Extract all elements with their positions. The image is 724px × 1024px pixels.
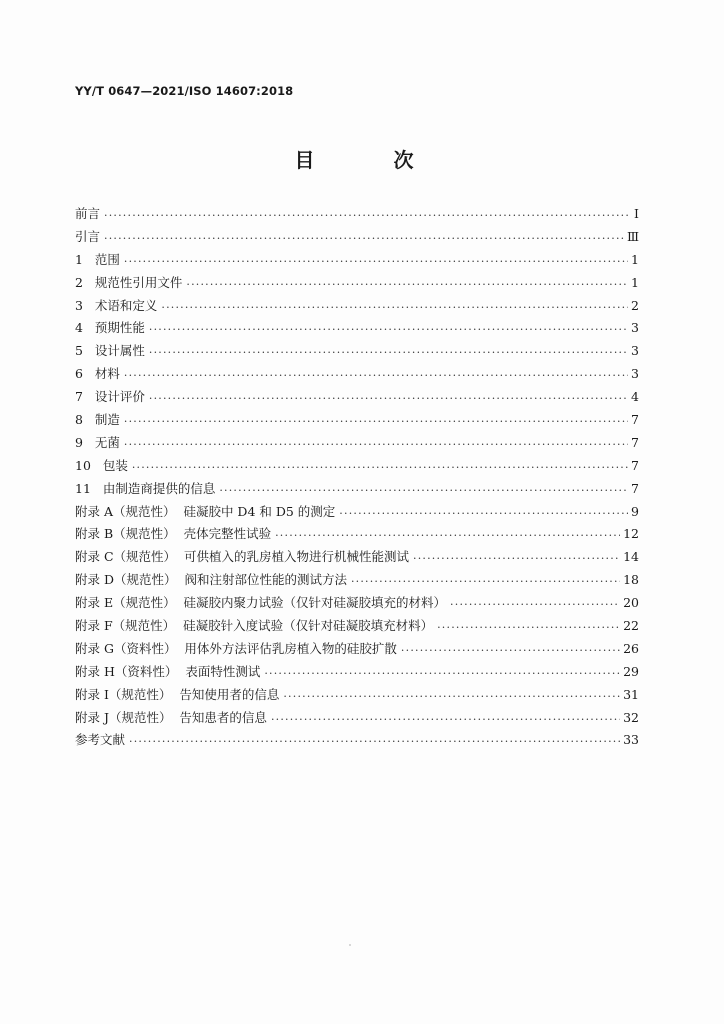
dot-leader xyxy=(186,276,628,289)
toc-entry-label: 9 无菌 xyxy=(75,434,120,450)
toc-entry-annex-a[interactable] xyxy=(75,502,639,525)
toc-entry-label: 附录 I（规范性） 告知使用者的信息 xyxy=(75,686,280,702)
dot-leader xyxy=(104,230,624,243)
page-title: 目 次 xyxy=(294,148,450,172)
toc-entry-label: 附录 E（规范性） 硅凝胶内聚力试验（仅针对硅凝胶填充的材料） xyxy=(75,595,447,611)
dot-leader xyxy=(149,321,628,334)
dot-leader xyxy=(124,367,628,380)
toc-entry-1[interactable] xyxy=(75,250,639,273)
toc-entry-6[interactable] xyxy=(75,364,639,387)
toc-entry-label: 11 由制造商提供的信息 xyxy=(75,480,216,496)
toc-entry-11[interactable] xyxy=(75,479,639,502)
toc-entry-page: 9 xyxy=(631,503,639,519)
toc-entry-label: 前言 xyxy=(75,206,101,221)
toc-entry-annex-i[interactable] xyxy=(75,685,639,708)
toc-entry-4[interactable] xyxy=(75,318,639,341)
toc-entry-label: 8 制造 xyxy=(75,412,120,428)
toc-entry-page: 7 xyxy=(631,412,639,428)
toc-entry-2[interactable] xyxy=(75,273,639,296)
toc-entry-page: 14 xyxy=(623,549,639,565)
toc-entry-label: 10 包装 xyxy=(75,457,128,473)
toc-entry-annex-f[interactable] xyxy=(75,616,639,639)
toc-entry-8[interactable] xyxy=(75,410,639,433)
toc-entry-bibliography[interactable] xyxy=(75,730,639,753)
dot-leader xyxy=(149,390,628,403)
toc-entry-label: 附录 B（规范性） 壳体完整性试验 xyxy=(75,526,272,542)
table-of-contents xyxy=(75,204,639,753)
toc-entry-page: 3 xyxy=(631,343,639,359)
toc-entry-annex-g[interactable] xyxy=(75,639,639,662)
toc-entry-page: 31 xyxy=(623,686,639,702)
toc-entry-label: 附录 A（规范性） 硅凝胶中 D4 和 D5 的测定 xyxy=(75,503,336,519)
toc-entry-page: 18 xyxy=(623,572,639,588)
dot-leader xyxy=(124,413,628,426)
toc-entry-page: 7 xyxy=(631,457,639,473)
dot-leader xyxy=(264,665,620,678)
toc-entry-introduction[interactable] xyxy=(75,227,639,250)
toc-entry-page: Ⅰ xyxy=(634,206,639,221)
toc-entry-page: 33 xyxy=(623,732,639,748)
dot-leader xyxy=(129,733,620,746)
toc-entry-label: 引言 xyxy=(75,228,101,244)
dot-leader xyxy=(104,207,628,220)
toc-entry-3[interactable] xyxy=(75,296,639,319)
toc-entry-label: 附录 D（规范性） 阀和注射部位性能的测试方法 xyxy=(75,572,347,588)
toc-entry-page: Ⅲ xyxy=(626,228,639,244)
toc-entry-label: 附录 F（规范性） 硅凝胶针入度试验（仅针对硅凝胶填充材料） xyxy=(75,618,434,634)
dot-leader xyxy=(161,299,628,312)
dot-leader xyxy=(339,505,628,518)
toc-entry-label: 附录 G（资料性） 用体外方法评估乳房植入物的硅胶扩散 xyxy=(75,640,397,656)
toc-entry-page: 32 xyxy=(623,709,639,725)
dot-leader xyxy=(351,573,620,586)
toc-entry-annex-h[interactable] xyxy=(75,662,639,685)
toc-entry-page: 2 xyxy=(631,297,639,313)
toc-entry-label: 6 材料 xyxy=(75,366,120,382)
toc-entry-label: 2 规范性引用文件 xyxy=(75,274,183,290)
scan-speck xyxy=(349,944,351,946)
toc-entry-page: 29 xyxy=(623,663,639,679)
toc-entry-annex-c[interactable] xyxy=(75,547,639,570)
toc-entry-label: 4 预期性能 xyxy=(75,320,145,336)
toc-entry-annex-b[interactable] xyxy=(75,524,639,547)
dot-leader xyxy=(271,711,620,724)
toc-entry-10[interactable] xyxy=(75,456,639,479)
toc-entry-foreword[interactable] xyxy=(75,204,639,227)
toc-entry-label: 7 设计评价 xyxy=(75,389,145,405)
toc-entry-page: 1 xyxy=(631,251,639,267)
dot-leader xyxy=(219,482,628,495)
toc-entry-label: 附录 J（规范性） 告知患者的信息 xyxy=(75,709,267,725)
dot-leader xyxy=(450,596,620,609)
toc-entry-page: 7 xyxy=(631,480,639,496)
toc-entry-page: 12 xyxy=(623,526,639,542)
toc-entry-page: 20 xyxy=(623,595,639,611)
dot-leader xyxy=(132,459,628,472)
toc-entry-5[interactable] xyxy=(75,341,639,364)
toc-entry-page: 7 xyxy=(631,434,639,450)
dot-leader xyxy=(437,619,620,632)
toc-entry-page: 3 xyxy=(631,366,639,382)
toc-entry-label: 附录 C（规范性） 可供植入的乳房植入物进行机械性能测试 xyxy=(75,549,409,565)
toc-entry-label: 附录 H（资料性） 表面特性测试 xyxy=(75,663,261,679)
toc-entry-label: 3 术语和定义 xyxy=(75,297,158,313)
standard-code: YY/T 0647—2021/ISO 14607:2018 xyxy=(75,84,294,98)
toc-entry-annex-e[interactable] xyxy=(75,593,639,616)
dot-leader xyxy=(413,550,620,563)
toc-entry-page: 3 xyxy=(631,320,639,336)
toc-entry-7[interactable] xyxy=(75,387,639,410)
dot-leader xyxy=(149,344,628,357)
dot-leader xyxy=(275,527,620,540)
dot-leader xyxy=(124,253,628,266)
toc-entry-page: 4 xyxy=(631,389,639,405)
dot-leader xyxy=(401,642,620,655)
toc-entry-page: 1 xyxy=(631,274,639,290)
dot-leader xyxy=(283,688,620,701)
toc-entry-annex-d[interactable] xyxy=(75,570,639,593)
toc-entry-annex-j[interactable] xyxy=(75,708,639,731)
toc-entry-page: 22 xyxy=(623,618,639,634)
toc-entry-9[interactable] xyxy=(75,433,639,456)
toc-entry-label: 参考文献 xyxy=(75,732,126,748)
toc-entry-label: 5 设计属性 xyxy=(75,343,145,359)
toc-entry-page: 26 xyxy=(623,640,639,656)
dot-leader xyxy=(124,436,628,449)
toc-entry-label: 1 范围 xyxy=(75,251,120,267)
